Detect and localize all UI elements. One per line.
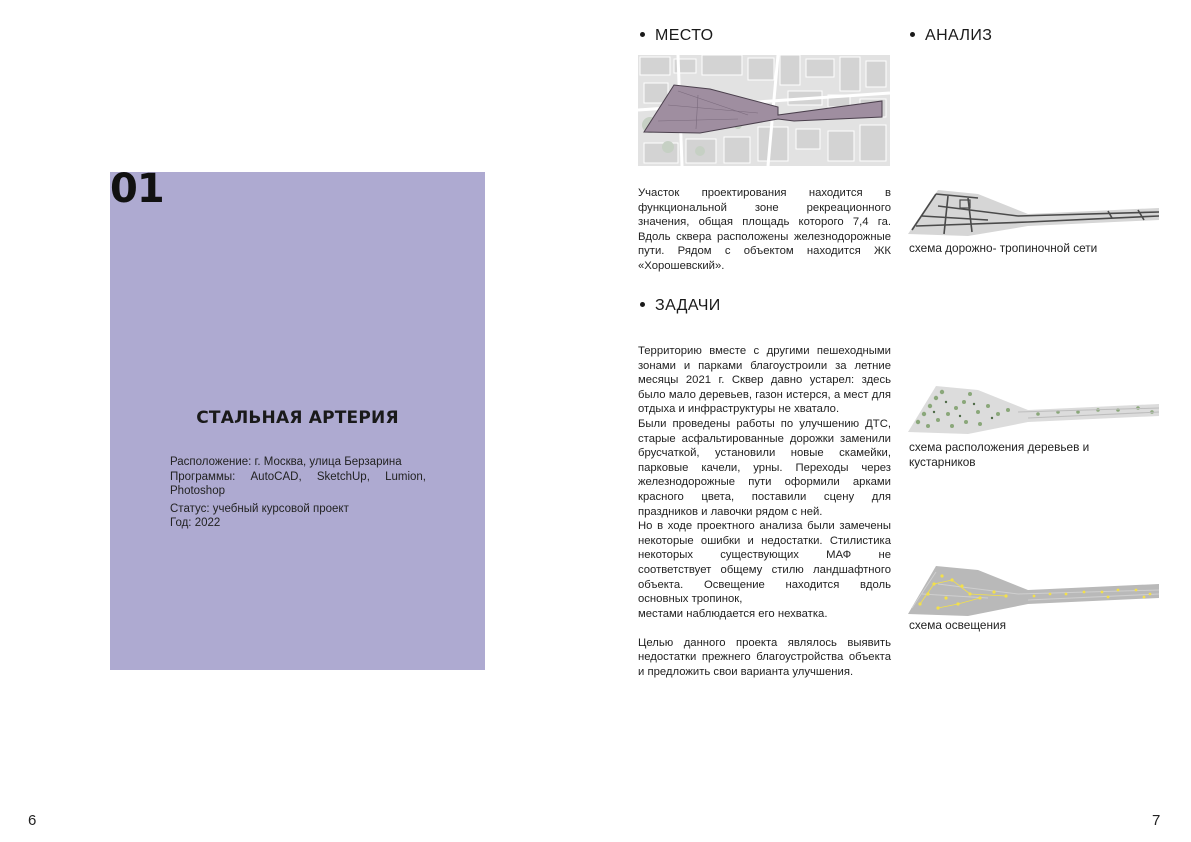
tasks-heading <box>638 297 721 315</box>
page-number-left: 6 <box>28 812 37 829</box>
tasks-paragraph-4: местами наблюдается его нехватка. <box>638 607 828 620</box>
place-description <box>638 186 891 274</box>
place-text: Участок проектирования находится в функциональной зоне рекреационного значения, общая площадь которого 7,4 га. Вдоль сквера расположены железнодорожные пути. Рядом с объектом находится ЖК «Хорошевский». <box>638 187 891 272</box>
location-line: Расположение: г. Москва, улица Берзарина <box>170 456 402 468</box>
trees-scheme <box>908 382 1159 436</box>
lighting-scheme <box>908 564 1159 616</box>
place-heading <box>638 27 714 45</box>
lighting-icon <box>908 564 1159 616</box>
trees-caption: схема расположения деревьев и кустарников <box>909 440 1090 469</box>
lighting-caption: схема освещения <box>909 618 1006 632</box>
analysis-heading-label: АНАЛИЗ <box>925 27 993 44</box>
site-map-image <box>638 55 890 166</box>
project-cover <box>110 166 485 670</box>
tasks-paragraph-1: Территорию вместе с другими пешеходными зонами и парками благоустроили за летние месяцы 2021 г. Сквер давно устарел: здесь было мало деревьев, газон истерся, а мест для отдыха и инфраструктуры не хватало. <box>638 345 891 416</box>
project-title: СТАЛЬНАЯ АРТЕРИЯ <box>196 408 399 428</box>
road-network-caption: схема дорожно- тропиночной сети <box>909 241 1098 255</box>
project-info <box>170 455 426 531</box>
road-network-icon <box>908 186 1159 238</box>
tasks-paragraph-2: Были проведены работы по улучшению ДТС, старые асфальтированные дорожки заменили брусчаткой, установили новые скамейки, парковые качели, урны. Переходы через железнодорожные пути оформили арками красного цвета, поставили сцену для праздников и лавочки рядом с ней. <box>638 417 891 518</box>
place-heading-label: МЕСТО <box>655 27 714 44</box>
tasks-paragraph-5: Целью данного проекта являлось выявить недостатки прежнего благоустройства объекта и предложить свои варианта улучшения. <box>638 636 891 679</box>
bullet-icon <box>910 32 915 37</box>
trees-icon <box>908 382 1159 436</box>
site-map-icon <box>638 55 890 166</box>
programs-line: Программы: AutoCAD, SketchUp, Lumion, Photoshop <box>170 470 426 497</box>
tasks-heading-label: ЗАДАЧИ <box>655 297 721 314</box>
road-network-scheme <box>908 186 1159 238</box>
project-number: 01 <box>110 166 164 212</box>
year-line: Год: 2022 <box>170 517 221 529</box>
page-number-right: 7 <box>1152 812 1161 829</box>
tasks-description <box>638 344 891 680</box>
analysis-heading <box>908 27 992 45</box>
bullet-icon <box>640 302 645 307</box>
status-line: Статус: учебный курсовой проект <box>170 502 349 515</box>
tasks-paragraph-3: Но в ходе проектного анализа были замечены некоторые ошибки и недостатки. Стилистика некоторых существующих МАФ не соответствует общему стилю ландшафтного объекта. Освещение находится вдоль основных тропинок, <box>638 520 891 606</box>
bullet-icon <box>640 32 645 37</box>
